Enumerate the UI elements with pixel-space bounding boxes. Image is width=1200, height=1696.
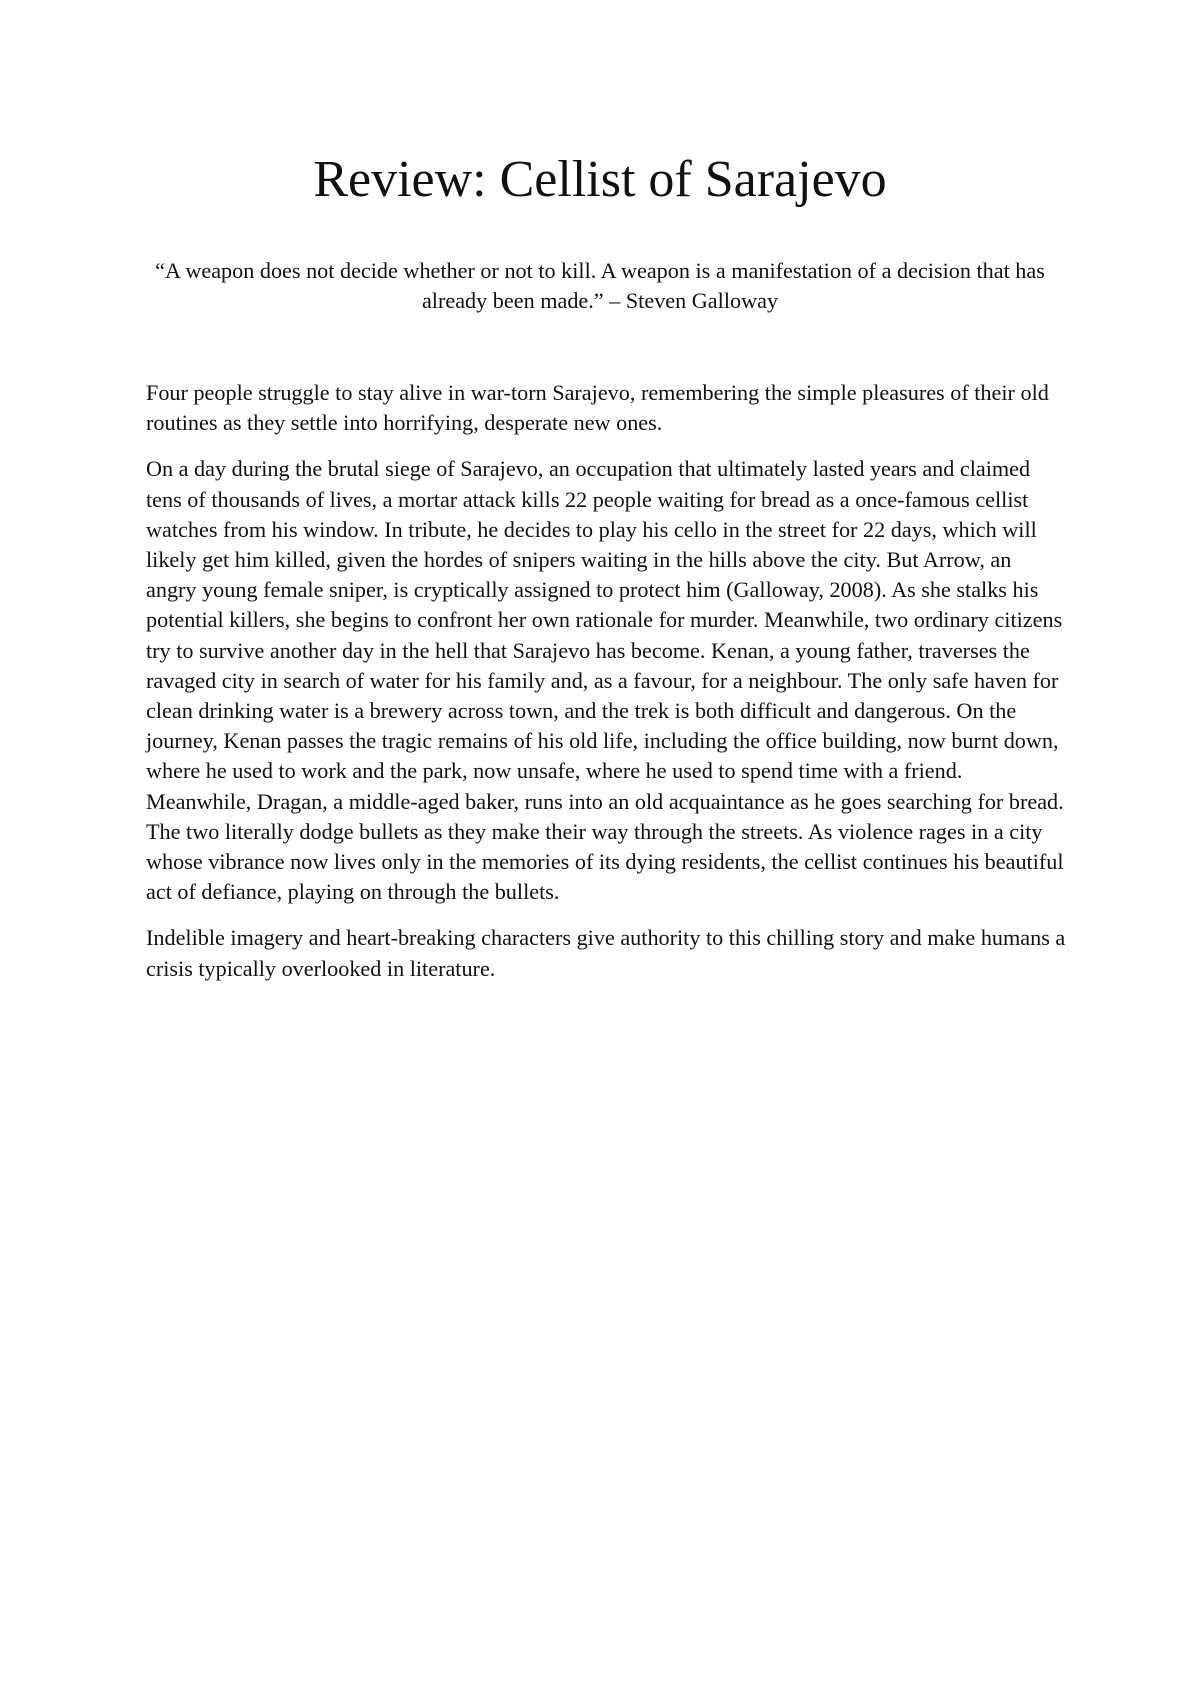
paragraph-synopsis: On a day during the brutal siege of Sarajevo, an occupation that ultimately lasted years and claimed tens of thousands of lives, a mortar attack kills 22 people waiting for bread as a once-famous cellist watches from his window. In tribute, he decides to play his cello in the street for 22 days, which will likely get him killed, given the hordes of snipers waiting in the hills above the city. But Arrow, an angry young female sniper, is cryptically assigned to protect him (Galloway, 2008). As she stalks his potential killers, she begins to confront her own rationale for murder. Meanwhile, two ordinary citizens try to survive another day in the hell that Sarajevo has become. Kenan, a young father, traverses the ravaged city in search of water for his family and, as a favour, for a neighbour. The only safe haven for clean drinking water is a brewery across town, and the trek is both difficult and dangerous. On the journey, Kenan passes the tragic remains of his old life, including the office building, now burnt down, where he used to work and the park, now unsafe, where he used to spend time with a friend. Meanwhile, Dragan, a middle-aged baker, runs into an old acquaintance as he goes searching for bread. The two literally dodge bullets as they make their way through the streets. As violence rages in a city whose vibrance now lives only in the memories of its dying residents, the cellist continues his beautiful act of defiance, playing on through the bullets. <box>146 456 1064 905</box>
paragraph-conclusion: Indelible imagery and heart-breaking characters give authority to this chilling story and make humans a crisis typically overlooked in literature. <box>146 925 1066 981</box>
review-body <box>146 378 1066 1000</box>
paragraph-intro: Four people struggle to stay alive in war-torn Sarajevo, remembering the simple pleasures of their old routines as they settle into horrifying, desperate new ones. <box>146 380 1049 436</box>
document-title: Review: Cellist of Sarajevo <box>313 151 887 208</box>
epigraph-quote: “A weapon does not decide whether or not to kill. A weapon is a manifestation of a decision that has already been made.” – Steven Galloway <box>155 258 1045 313</box>
